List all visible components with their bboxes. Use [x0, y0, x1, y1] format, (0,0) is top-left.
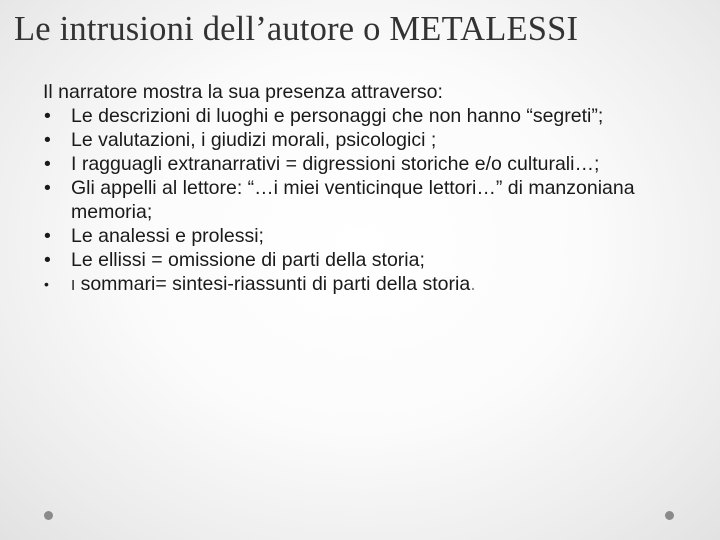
- bullet-item-valutazioni: [43, 128, 693, 152]
- bullet-initial: I: [71, 277, 76, 294]
- intro-text: Il narratore mostra la sua presenza attraverso:: [43, 81, 443, 103]
- bullet-item-sommari: [43, 272, 693, 298]
- bullet-dot: •: [44, 276, 49, 292]
- slide-body: [43, 80, 693, 298]
- bullet-item-ragguagli: [43, 152, 693, 176]
- bullet-list: [43, 104, 693, 298]
- bullet-item-appelli: [43, 176, 693, 224]
- bullet-item-ellissi: [43, 248, 693, 272]
- bullet-text: Gli appelli al lettore: “…i miei venticinque lettori…” di manzoniana memoria;: [71, 177, 635, 223]
- bullet-dot: •: [44, 177, 51, 199]
- bullet-dot: •: [44, 105, 51, 127]
- bullet-text: I ragguagli extranarrativi = digressioni storiche e/o culturali…;: [71, 153, 600, 175]
- bullet-item-analessi: [43, 224, 693, 248]
- bullet-item-descrizioni: [43, 104, 693, 128]
- slide-nav-dot-right: [665, 511, 674, 520]
- bullet-dot: •: [44, 249, 51, 271]
- bullet-text: Le descrizioni di luoghi e personaggi che non hanno “segreti”;: [71, 105, 604, 127]
- bullet-text: Le valutazioni, i giudizi morali, psicologici ;: [71, 129, 437, 151]
- bullet-text: sommari= sintesi-riassunti di parti della storia: [75, 273, 471, 295]
- bullet-end-period: .: [470, 273, 476, 295]
- bullet-dot: •: [44, 129, 51, 151]
- slide-title: Le intrusioni dell’autore o METALESSI: [14, 10, 579, 48]
- bullet-text: Le ellissi = omissione di parti della storia;: [71, 249, 425, 271]
- slide-nav-dot-left: [44, 511, 53, 520]
- bullet-dot: •: [44, 225, 51, 247]
- bullet-dot: •: [44, 153, 51, 175]
- bullet-text: Le analessi e prolessi;: [71, 225, 264, 247]
